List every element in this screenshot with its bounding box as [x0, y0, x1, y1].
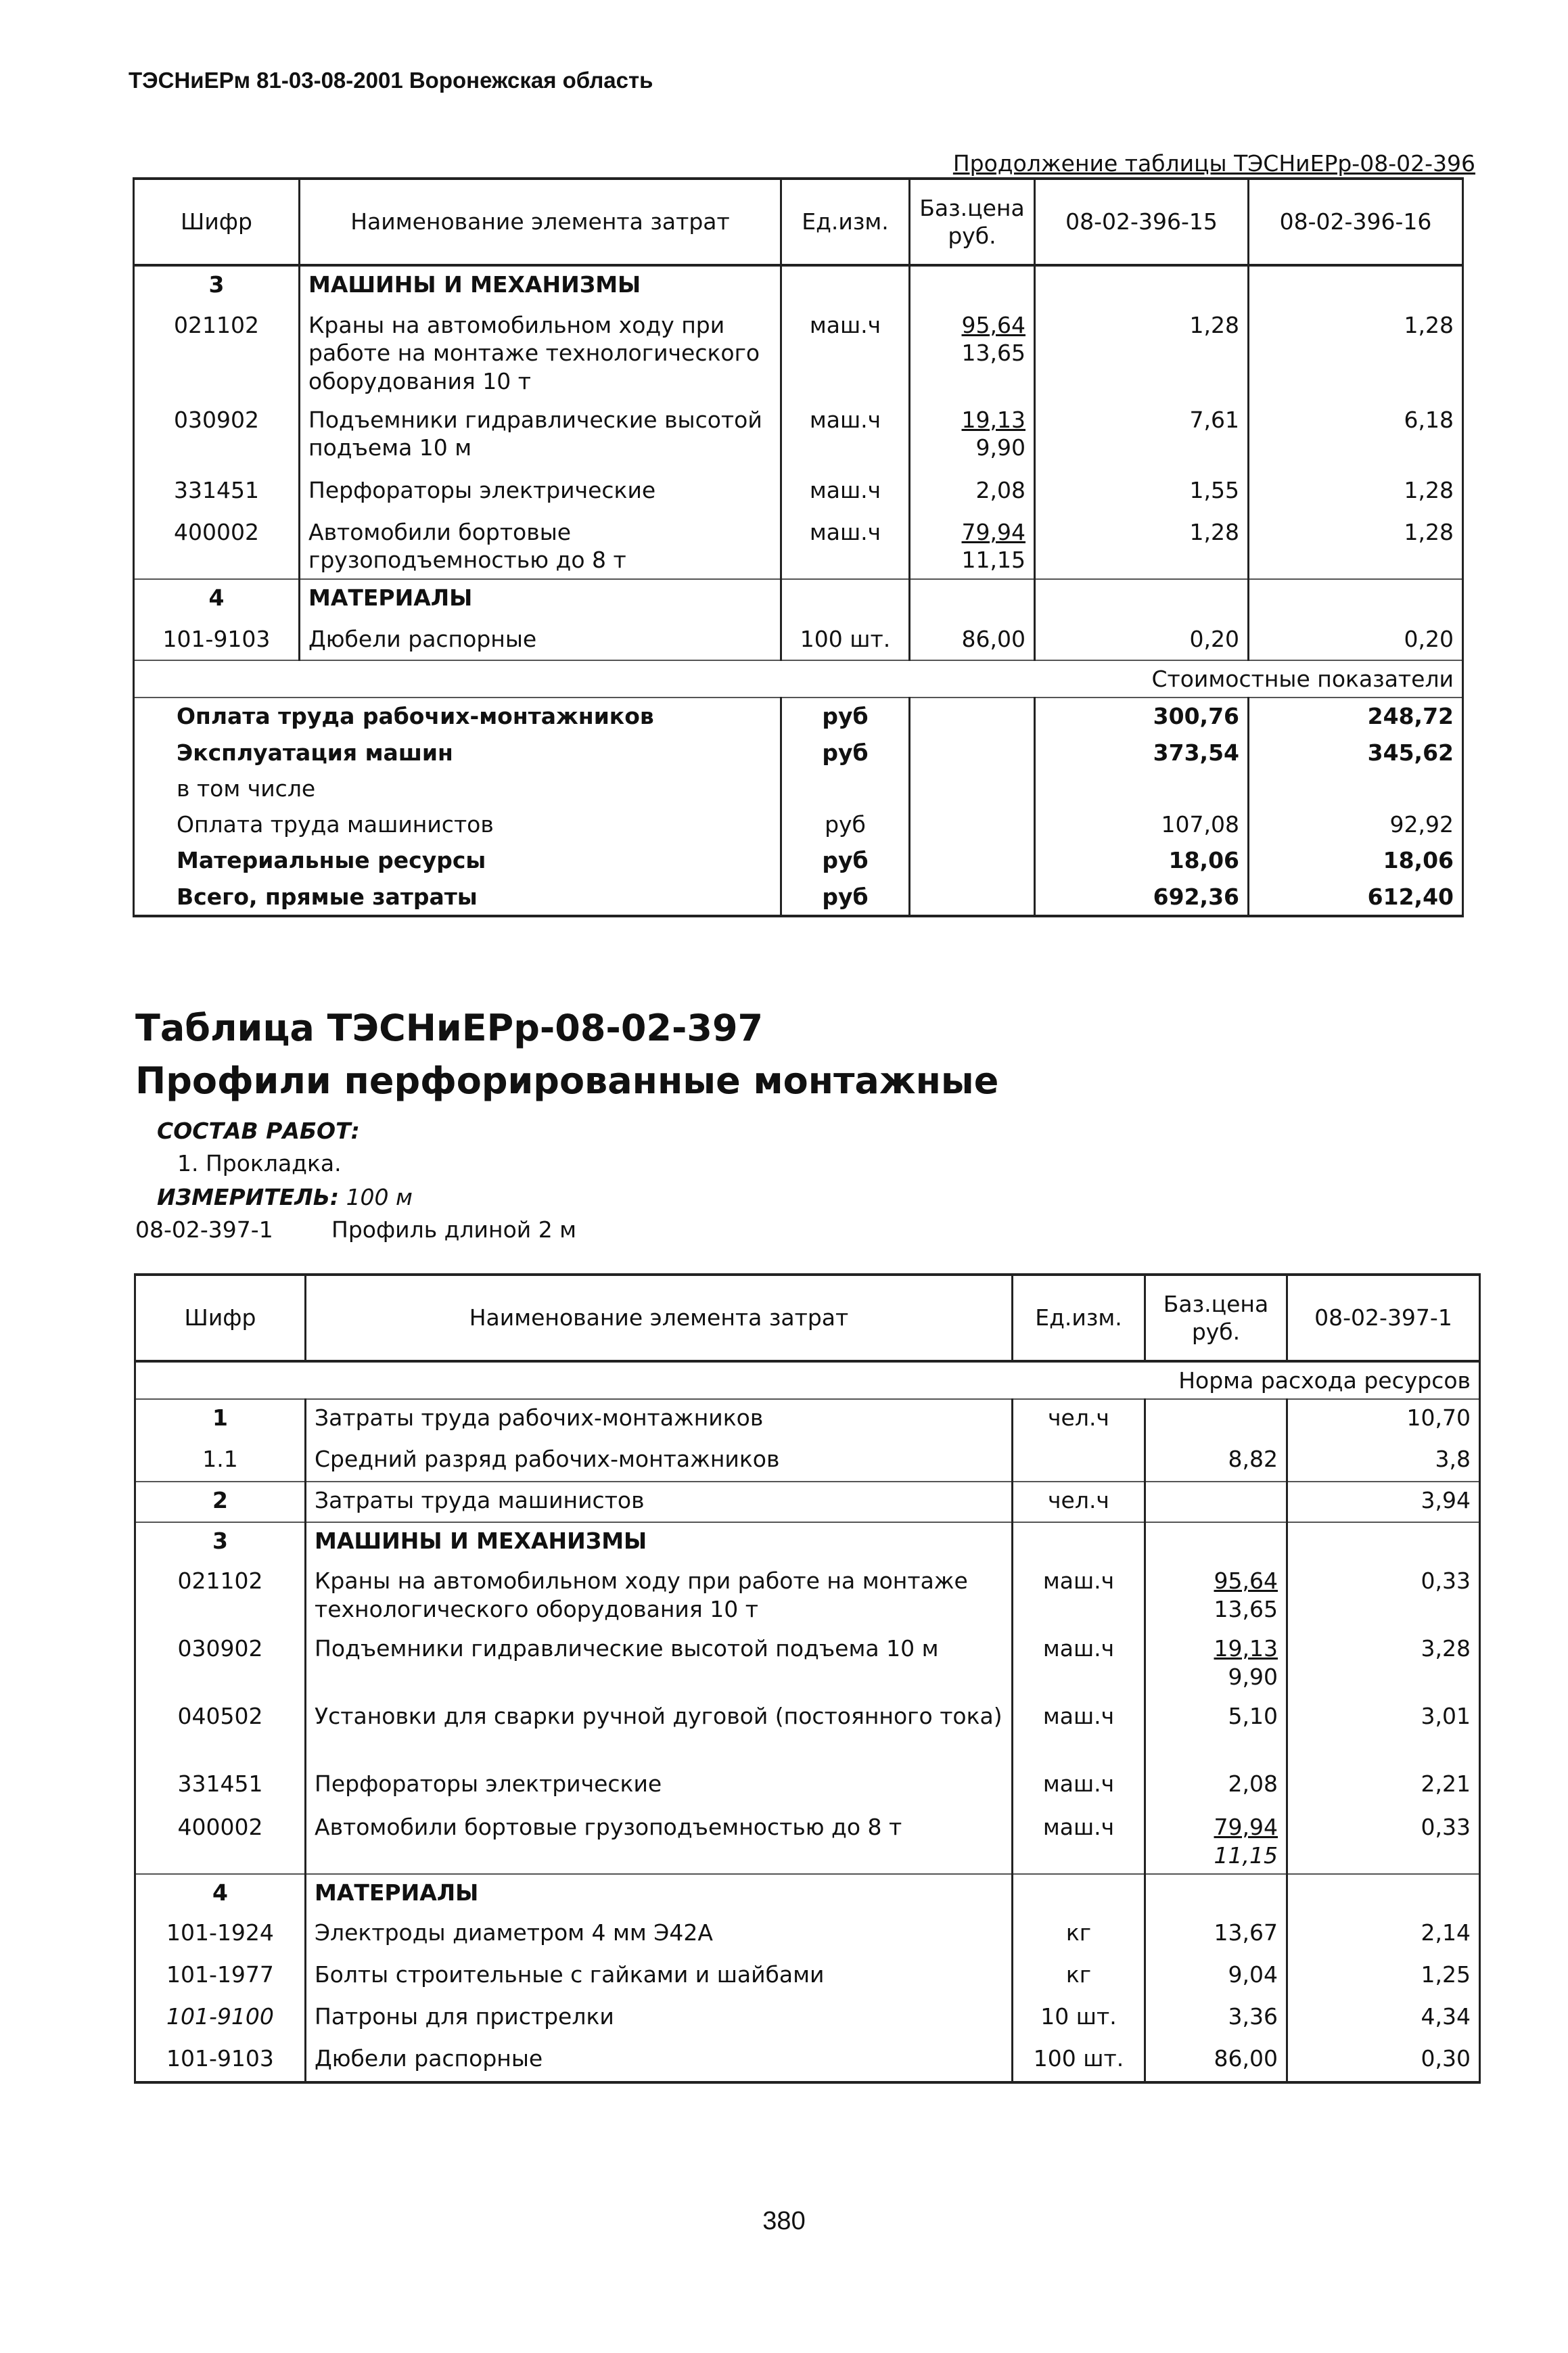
col-header: Баз.цена руб.	[910, 179, 1035, 265]
table-row: 101-9103 Дюбели распорные 100 шт. 86,00 0,20 0,20	[134, 621, 1463, 660]
works-label: СОСТАВ РАБОТ:	[157, 1118, 360, 1144]
table-continuation-caption: Продолжение таблицы ТЭСНиЕРр-08-02-396	[952, 150, 1475, 177]
table-row: 3 МАШИНЫ И МЕХАНИЗМЫ	[135, 1522, 1480, 1563]
meter-line: ИЗМЕРИТЕЛЬ: 100 м	[157, 1184, 413, 1210]
col-header: 08-02-396-15	[1035, 179, 1249, 265]
col-header: Ед.изм.	[1013, 1275, 1145, 1361]
table-row: 331451 Перфораторы электрические маш.ч 2,08 1,55 1,28	[134, 472, 1463, 514]
section-subtitle: Профили перфорированные монтажные	[135, 1059, 999, 1102]
col-header: 08-02-396-16	[1249, 179, 1463, 265]
table-396	[133, 177, 1464, 917]
works-item: 1. Прокладка.	[177, 1150, 342, 1176]
col-header: Баз.цена руб.	[1145, 1275, 1287, 1361]
col-header: Шифр	[134, 179, 300, 265]
table-row: 030902 Подъемники гидравлические высотой подъема 10 м маш.ч 19,13 9,90 3,28	[135, 1630, 1480, 1698]
cost-row: Всего, прямые затраты руб 692,36 612,40	[134, 879, 1463, 916]
table-row: 3 МАШИНЫ И МЕХАНИЗМЫ	[134, 265, 1463, 307]
table-397	[134, 1273, 1481, 2084]
table-row: 030902 Подъемники гидравлические высотой подъема 10 м маш.ч 19,13 9,90 7,61 6,18	[134, 402, 1463, 472]
table-row: 1 Затраты труда рабочих-монтажников чел.ч 10,70	[135, 1399, 1480, 1441]
table-row: 040502 Установки для сварки ручной дуговой (постоянного тока) маш.ч 5,10 3,01	[135, 1698, 1480, 1766]
table-row: 1.1 Средний разряд рабочих-монтажников 8,82 3,8	[135, 1441, 1480, 1482]
table-row: 400002 Автомобили бортовые грузоподъемностью до 8 т маш.ч 79,94 11,15 0,33	[135, 1809, 1480, 1874]
cost-header-row: Стоимостные показатели	[134, 660, 1463, 698]
table-row: 101-9103 Дюбели распорные 100 шт. 86,00 0,30	[135, 2040, 1480, 2082]
norm-header-row: Норма расхода ресурсов	[135, 1361, 1480, 1399]
page-number: 380	[762, 2207, 806, 2235]
document-header: ТЭСНиЕРм 81-03-08-2001 Воронежская область	[129, 68, 653, 93]
cost-row: Материальные ресурсы руб 18,06 18,06	[134, 842, 1463, 878]
table-row: 021102 Краны на автомобильном ходу при работе на монтаже технологического оборудования 10 т маш.ч 95,64 13,65 1,28 1,28	[134, 307, 1463, 402]
section-title: Таблица ТЭСНиЕРр-08-02-397	[135, 1007, 764, 1049]
col-header: Ед.изм.	[781, 179, 910, 265]
table-row: 331451 Перфораторы электрические маш.ч 2,08 2,21	[135, 1766, 1480, 1809]
item-name: Профиль длиной 2 м	[331, 1216, 577, 1243]
table-header-row	[135, 1275, 1480, 1361]
col-header: Наименование элемента затрат	[300, 179, 781, 265]
cost-row: Эксплуатация машин руб 373,54 345,62	[134, 735, 1463, 771]
table-row: 2 Затраты труда машинистов чел.ч 3,94	[135, 1482, 1480, 1522]
col-header: Шифр	[135, 1275, 306, 1361]
table-row: 4 МАТЕРИАЛЫ	[135, 1874, 1480, 1915]
table-row: 021102 Краны на автомобильном ходу при работе на монтаже технологического оборудования 10 т маш.ч 95,64 13,65 0,33	[135, 1563, 1480, 1630]
table-row: 101-9100 Патроны для пристрелки 10 шт. 3,36 4,34	[135, 1998, 1480, 2040]
table-row: 400002 Автомобили бортовые грузоподъемностью до 8 т маш.ч 79,94 11,15 1,28 1,28	[134, 514, 1463, 579]
table-row: 101-1977 Болты строительные с гайками и шайбами кг 9,04 1,25	[135, 1957, 1480, 1998]
cost-row: Оплата труда машинистов руб 107,08 92,92	[134, 806, 1463, 842]
item-code: 08-02-397-1	[135, 1216, 273, 1243]
col-header: Наименование элемента затрат	[306, 1275, 1013, 1361]
cost-row: в том числе	[134, 771, 1463, 806]
col-header: 08-02-397-1	[1287, 1275, 1480, 1361]
cost-row: Оплата труда рабочих-монтажников руб 300,76 248,72	[134, 698, 1463, 734]
table-header-row	[134, 179, 1463, 265]
table-row: 4 МАТЕРИАЛЫ	[134, 579, 1463, 621]
table-row: 101-1924 Электроды диаметром 4 мм Э42А кг 13,67 2,14	[135, 1915, 1480, 1957]
